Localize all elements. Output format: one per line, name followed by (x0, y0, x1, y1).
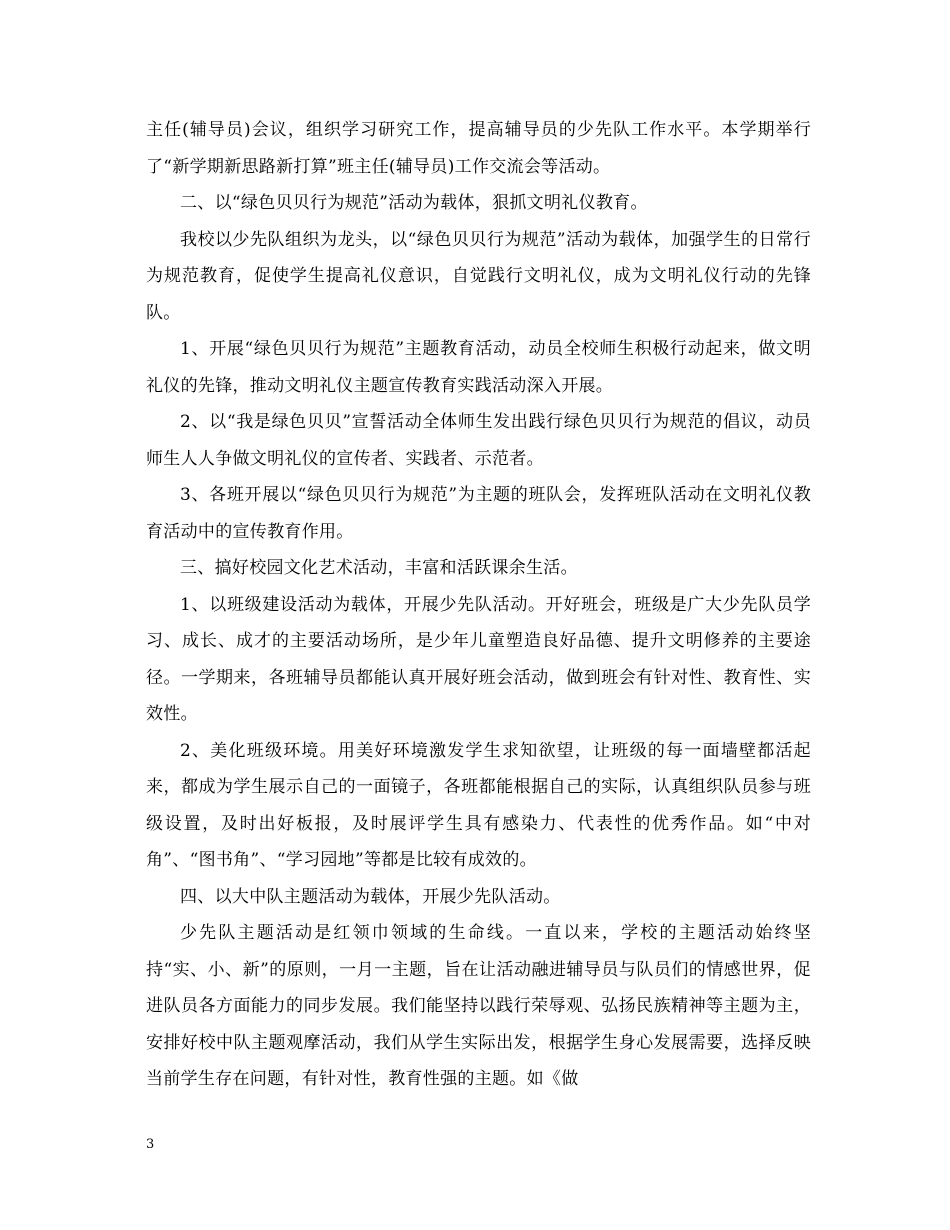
paragraph: 主任(辅导员)会议，组织学习研究工作，提高辅导员的少先队工作水平。本学期举行了“新学期新思路新打算”班主任(辅导员)工作交流会等活动。 (146, 120, 811, 177)
page-number: 3 (146, 1137, 155, 1152)
paragraph: 少先队主题活动是红领巾领域的生命线。一直以来，学校的主题活动始终坚持“实、小、新”的原则，一月一主题，旨在让活动融进辅导员与队员们的情感世界，促进队员各方面能力的同步发展。我们能坚持以践行荣辱观、弘扬民族精神等主题为主，安排好校中队主题观摩活动，我们从学生实际出发，根据学生身心发展需要，选择反映当前学生存在问题，有针对性，教育性强的主题。如《做 (146, 923, 811, 1089)
paragraph: 二、以“绿色贝贝行为规范”活动为载体，狠抓文明礼仪教育。 (180, 193, 648, 213)
paragraph: 三、搞好校园文化艺术活动，丰富和活跃课余生活。 (180, 558, 578, 578)
document-body (146, 112, 811, 1098)
paragraph: 我校以少先队组织为龙头，以“绿色贝贝行为规范”活动为载体，加强学生的日常行为规范教育，促使学生提高礼仪意识，自觉践行文明礼仪，成为文明礼仪行动的先锋队。 (146, 229, 811, 323)
paragraph: 2、美化班级环境。用美好环境激发学生求知欲望，让班级的每一面墙壁都活起来，都成为学生展示自己的一面镜子，各班都能根据自己的实际，认真组织队员参与班级设置，及时出好板报，及时展评学生具有感染力、代表性的优秀作品。如“中对角”、“图书角”、“学习园地”等都是比较有成效的。 (146, 740, 811, 870)
paragraph: 四、以大中队主题活动为载体，开展少先队活动。 (180, 886, 561, 907)
paragraph: 1、以班级建设活动为载体，开展少先队活动。开好班会，班级是广大少先队员学习、成长、成才的主要活动场所，是少年儿童塑造良好品德、提升文明修养的主要途径。一学期来，各班辅导员都能认真开展好班会活动，做到班会有针对性、教育性、实效性。 (146, 594, 811, 724)
paragraph: 2、以“我是绿色贝贝”宣誓活动全体师生发出践行绿色贝贝行为规范的倡议，动员师生人人争做文明礼仪的宣传者、实践者、示范者。 (146, 412, 811, 469)
paragraph: 3、各班开展以“绿色贝贝行为规范”为主题的班队会，发挥班队活动在文明礼仪教育活动中的宣传教育作用。 (146, 485, 811, 542)
paragraph: 1、开展“绿色贝贝行为规范”主题教育活动，动员全校师生积极行动起来，做文明礼仪的先锋，推动文明礼仪主题宣传教育实践活动深入开展。 (146, 339, 811, 396)
